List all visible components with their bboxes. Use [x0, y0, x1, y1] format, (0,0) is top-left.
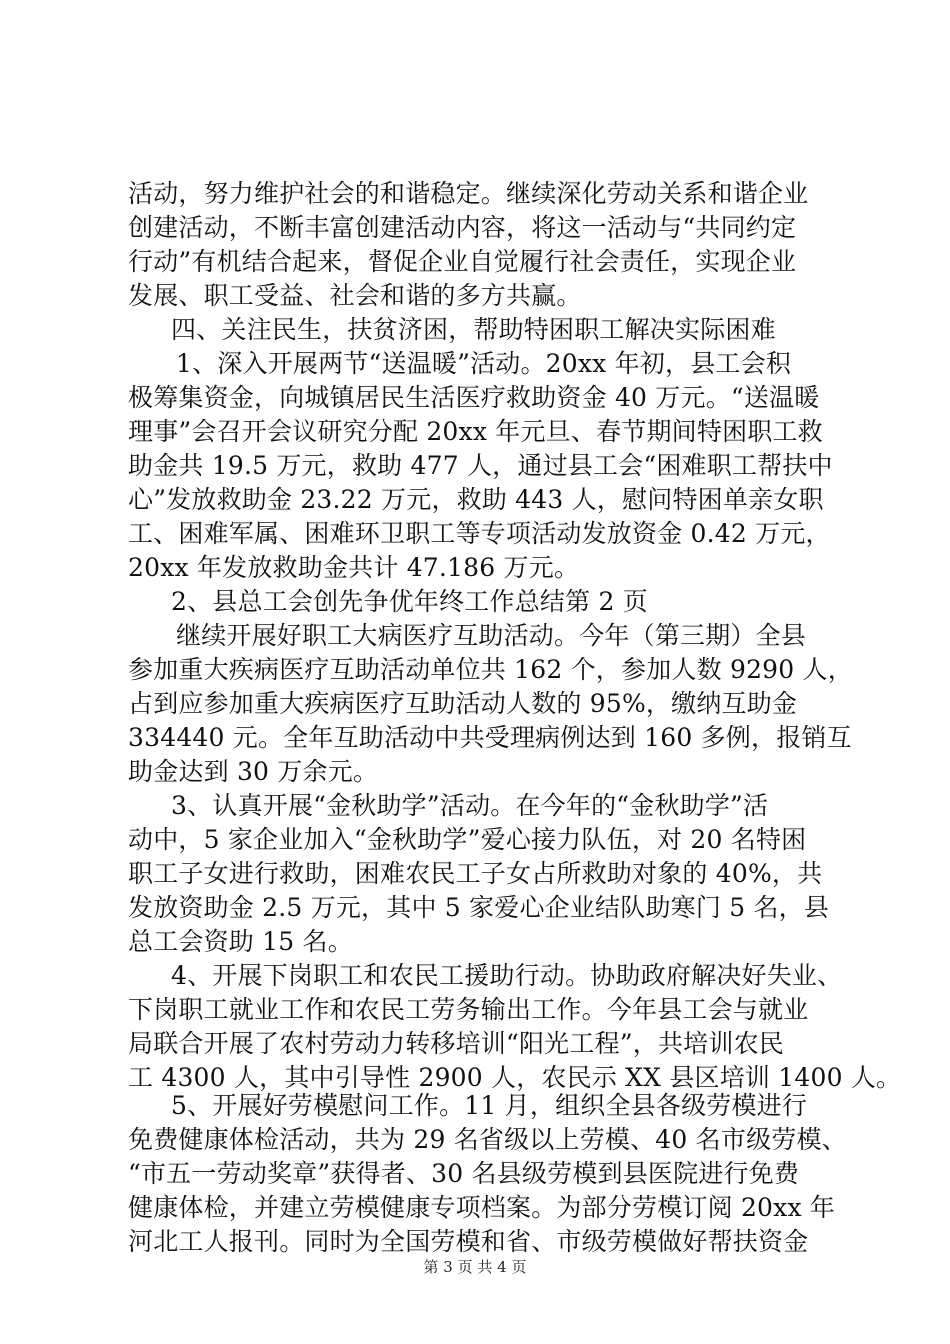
- text-line: 参加重大疾病医疗互助活动单位共 162 个，参加人数 9290 人，: [128, 655, 853, 684]
- text-line: 5、开展好劳模慰问工作。11 月，组织全县各级劳模进行: [171, 1091, 808, 1120]
- text-line: 发展、职工受益、社会和谐的多方共赢。: [128, 281, 582, 310]
- text-line: 免费健康体检活动，共为 29 名省级以上劳模、40 名市级劳模、: [128, 1125, 847, 1154]
- text-line: 创建活动，不断丰富创建活动内容，将这一活动与“共同约定: [128, 213, 797, 242]
- text-line: 活动，努力维护社会的和谐稳定。继续深化劳动关系和谐企业: [128, 179, 809, 208]
- text-line: 3、认真开展“金秋助学”活动。在今年的“金秋助学”活: [171, 791, 769, 820]
- text-line: 1、深入开展两节“送温暖”活动。20xx 年初，县工会积: [176, 349, 792, 378]
- page-footer: 第 3 页 共 4 页: [423, 1258, 527, 1276]
- text-line: 局联合开展了农村劳动力转移培训“阳光工程”，共培训农民: [128, 1029, 784, 1058]
- text-line: 助金达到 30 万余元。: [128, 757, 379, 786]
- text-line: 334440 元。全年互助活动中共受理病例达到 160 多例，报销互: [128, 723, 852, 752]
- text-line: 2、县总工会创先争优年终工作总结第 2 页: [171, 587, 648, 616]
- text-line: 占到应参加重大疾病医疗互助活动人数的 95%，缴纳互助金: [128, 689, 798, 718]
- text-line: 心”发放救助金 23.22 万元，救助 443 人，慰问特困单亲女职: [128, 485, 824, 514]
- text-line: 发放资助金 2.5 万元，其中 5 家爱心企业结队助寒门 5 名，县: [128, 893, 830, 922]
- text-line: 助金共 19.5 万元，救助 477 人，通过县工会“困难职工帮扶中: [128, 451, 833, 480]
- text-line: “市五一劳动奖章”获得者、30 名县级劳模到县医院进行免费: [128, 1159, 800, 1188]
- text-line: 理事”会召开会议研究分配 20xx 年元旦、春节期间特困职工救: [128, 417, 823, 446]
- text-line: 继续开展好职工大病医疗互助活动。今年（第三期）全县: [176, 621, 807, 650]
- text-line: 工 4300 人，其中引导性 2900 人，农民示 XX 县区培训 1400 人。: [128, 1063, 902, 1092]
- text-line-last: 河北工人报刊。同时为全国劳模和省、市级劳模做好帮扶资金: [128, 1227, 809, 1256]
- text-line: 下岗职工就业工作和农民工劳务输出工作。今年县工会与就业: [128, 995, 809, 1024]
- text-line: 极筹集资金，向城镇居民生活医疗救助资金 40 万元。“送温暖: [128, 383, 820, 412]
- text-line: 20xx 年发放救助金共计 47.186 万元。: [128, 553, 580, 582]
- text-line: 健康体检，并建立劳模健康专项档案。为部分劳模订阅 20xx 年: [128, 1193, 836, 1222]
- text-line: 工、困难军属、困难环卫职工等专项活动发放资金 0.42 万元，: [128, 519, 831, 548]
- text-line: 行动”有机结合起来，督促企业自觉履行社会责任，实现企业: [128, 247, 797, 276]
- text-line: 总工会资助 15 名。: [128, 927, 353, 956]
- text-line: 4、开展下岗职工和农民工援助行动。协助政府解决好失业、: [171, 961, 843, 990]
- section-heading: 四、关注民生，扶贫济困，帮助特困职工解决实际困难: [171, 315, 776, 344]
- text-line: 职工子女进行救助，困难农民工子女占所救助对象的 40%，共: [128, 859, 823, 888]
- text-line: 动中，5 家企业加入“金秋助学”爱心接力队伍，对 20 名特困: [128, 825, 807, 854]
